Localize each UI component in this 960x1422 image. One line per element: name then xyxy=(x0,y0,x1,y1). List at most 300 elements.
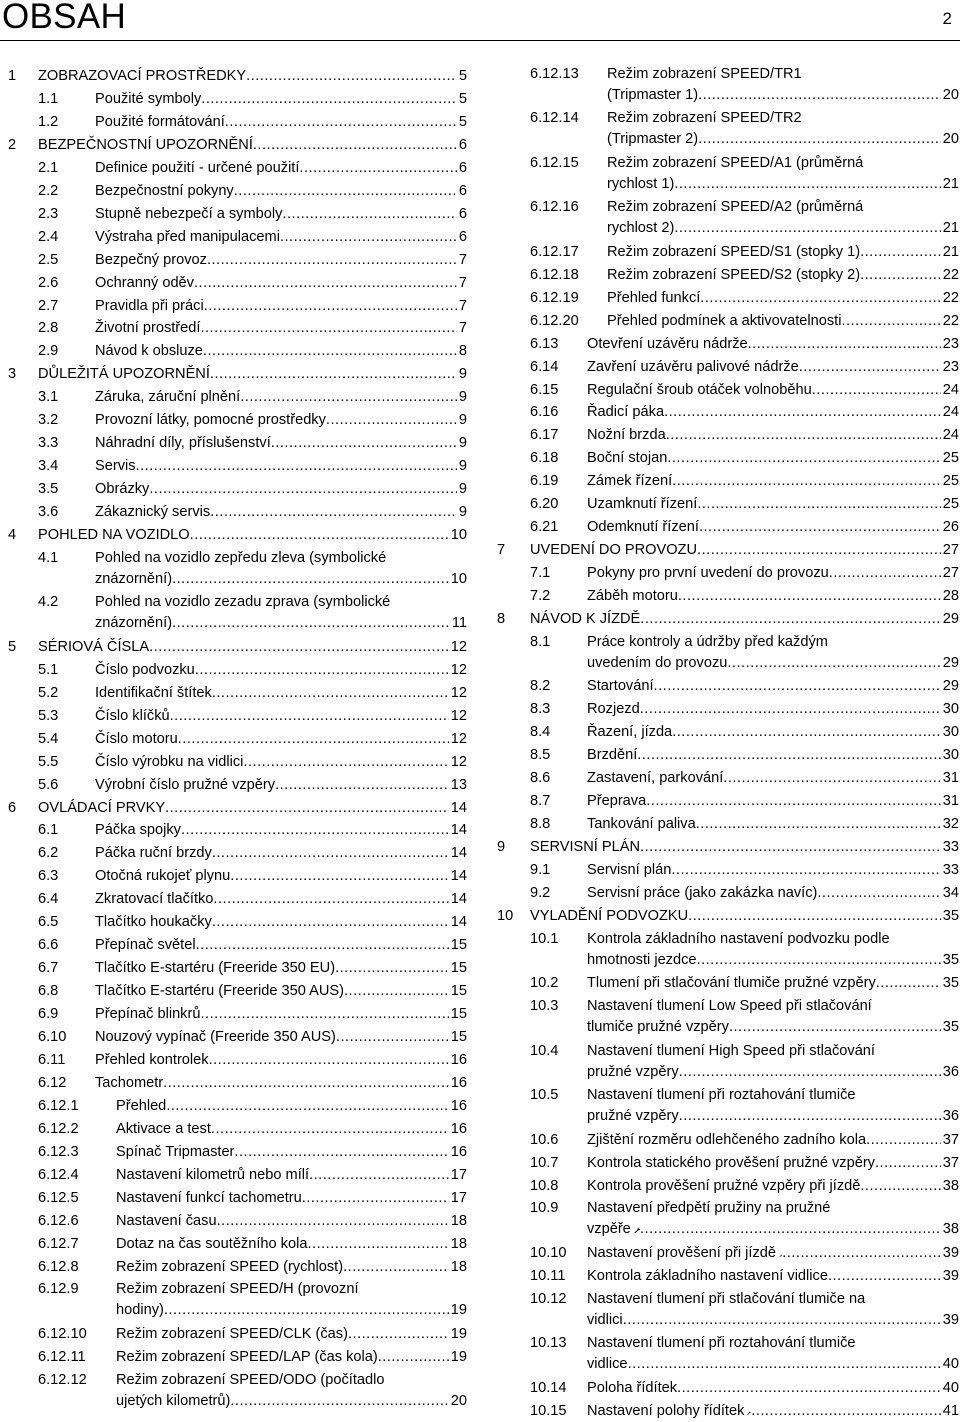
toc-leader-dots xyxy=(723,768,940,789)
toc-entry[interactable] xyxy=(0,981,468,1003)
toc-entry-number: 6.12.5 xyxy=(38,1189,79,1206)
toc-entry-title-line: Režim zobrazení SPEED/H (provozní xyxy=(116,1281,359,1298)
toc-leader-dots xyxy=(207,250,457,271)
toc-entry-number: 6.11 xyxy=(38,1051,66,1068)
toc-entry-title: Identifikační štítek xyxy=(95,684,212,701)
toc-entry-number: 8.1 xyxy=(530,633,551,650)
toc-entry[interactable] xyxy=(0,1004,468,1026)
toc-entry-page: 22 xyxy=(942,312,959,329)
toc-entry-title: OVLÁDACÍ PRVKY xyxy=(38,799,166,816)
toc-entry-title: Stupně nebezpečí a symboly xyxy=(95,205,283,222)
toc-entry[interactable] xyxy=(0,775,468,797)
toc-leader-dots xyxy=(212,843,449,864)
toc-entry-number: 10.5 xyxy=(530,1087,559,1104)
toc-entry[interactable] xyxy=(490,425,960,447)
toc-entry-page: 39 xyxy=(942,1267,959,1284)
toc-entry-page: 14 xyxy=(450,845,467,862)
toc-leader-dots xyxy=(253,135,457,156)
toc-entry-page: 29 xyxy=(942,654,959,671)
toc-entry[interactable] xyxy=(0,273,468,295)
toc-entry[interactable] xyxy=(0,592,468,635)
toc-leader-dots xyxy=(170,706,449,727)
toc-entry[interactable] xyxy=(0,637,468,659)
toc-entry-title: uvedením do provozu xyxy=(587,654,728,671)
toc-entry-page: 24 xyxy=(942,404,959,421)
toc-entry-number: 8 xyxy=(497,611,506,627)
toc-leader-dots xyxy=(149,637,449,658)
toc-entry-number: 1.1 xyxy=(38,90,59,107)
toc-entry-number: 8.5 xyxy=(530,747,551,764)
toc-entry[interactable] xyxy=(0,296,468,318)
toc-entry[interactable] xyxy=(0,456,468,478)
toc-entry-page: 21 xyxy=(942,220,959,237)
toc-entry[interactable] xyxy=(490,108,960,151)
toc-entry-title: pružné vzpěry xyxy=(587,1108,679,1125)
toc-entry[interactable] xyxy=(490,197,960,240)
toc-entry-number: 3.6 xyxy=(38,504,59,521)
toc-entry-title: Nožní brzda xyxy=(587,427,666,444)
toc-leader-dots xyxy=(302,1188,449,1209)
toc-entry-page: 15 xyxy=(450,1029,467,1045)
toc-leader-dots xyxy=(348,1324,449,1345)
toc-entry[interactable] xyxy=(0,318,468,340)
toc-entry-number: 6.12.6 xyxy=(38,1212,79,1229)
toc-entry-title-line: Nastavení tlumení při roztahování tlumiče xyxy=(587,1335,856,1352)
toc-leader-dots xyxy=(163,1073,449,1094)
toc-entry[interactable] xyxy=(0,1279,468,1322)
toc-entry-number: 8.8 xyxy=(530,816,551,833)
toc-entry-page: 6 xyxy=(458,182,467,199)
toc-leader-dots xyxy=(166,1096,448,1117)
toc-entry[interactable] xyxy=(490,996,960,1039)
toc-entry-title: Aktivace a test xyxy=(116,1120,211,1137)
toc-entry-page: 36 xyxy=(942,1108,959,1125)
toc-entry-number: 4.2 xyxy=(38,594,59,611)
toc-entry-number: 4 xyxy=(8,527,17,543)
toc-entry[interactable] xyxy=(490,494,960,516)
toc-leader-dots xyxy=(876,973,941,994)
toc-entry-page: 18 xyxy=(450,1258,467,1275)
toc-entry[interactable] xyxy=(0,410,468,432)
toc-entry[interactable] xyxy=(490,153,960,196)
toc-entry[interactable] xyxy=(490,265,960,287)
toc-entry[interactable] xyxy=(0,1096,468,1118)
toc-entry-title: Pokyny pro první uvedení do provozu xyxy=(587,565,829,582)
toc-entry-title: Tlačítko houkačky xyxy=(95,914,212,931)
toc-entry[interactable] xyxy=(0,433,468,455)
toc-leader-dots xyxy=(698,129,941,150)
toc-entry[interactable] xyxy=(0,729,468,751)
toc-entry-page: 38 xyxy=(942,1221,959,1238)
toc-leader-dots xyxy=(212,912,449,933)
toc-entry-title: Odemknutí řízení xyxy=(587,519,699,536)
toc-entry-page: 33 xyxy=(942,862,959,878)
toc-entry-page: 15 xyxy=(450,1006,467,1023)
toc-entry[interactable] xyxy=(490,380,960,402)
toc-entry-page: 19 xyxy=(450,1325,467,1342)
toc-entry[interactable] xyxy=(490,242,960,264)
toc-entry-number: 6.6 xyxy=(38,937,59,954)
toc-entry[interactable] xyxy=(0,866,468,888)
toc-entry-title: hmotnosti jezdce xyxy=(587,951,697,968)
toc-entry-number: 10.13 xyxy=(530,1335,567,1352)
toc-entry-title: Spínač Tripmaster xyxy=(116,1143,235,1160)
toc-entry-title: Nastavení prověšení při jízdě xyxy=(587,1244,777,1261)
toc-entry-title-line: Nastavení tlumení při stlačování tlumiče na xyxy=(587,1290,866,1307)
toc-entry[interactable] xyxy=(490,676,960,698)
toc-entry-page: 7 xyxy=(458,274,467,291)
toc-entry-number: 3.5 xyxy=(38,481,59,498)
toc-entry[interactable] xyxy=(490,357,960,379)
toc-entry-page: 24 xyxy=(942,427,959,444)
toc-entry-title: Číslo motoru xyxy=(95,730,178,747)
toc-entry[interactable] xyxy=(0,364,468,386)
toc-entry-page: 41 xyxy=(942,1402,959,1419)
toc-entry[interactable] xyxy=(490,699,960,721)
toc-entry[interactable] xyxy=(0,112,468,134)
toc-leader-dots xyxy=(812,380,941,401)
toc-entry[interactable] xyxy=(490,1085,960,1128)
toc-leader-dots xyxy=(271,433,457,454)
toc-entry[interactable] xyxy=(490,1198,960,1241)
toc-entry-title: Bezpečný provoz xyxy=(95,251,207,268)
toc-entry-title: Životní prostředí xyxy=(95,320,201,337)
toc-entry[interactable] xyxy=(490,883,960,905)
toc-entry-number: 6.12.9 xyxy=(38,1281,79,1298)
toc-entry[interactable] xyxy=(490,1401,960,1422)
toc-entry-page: 33 xyxy=(942,839,959,856)
toc-entry[interactable] xyxy=(0,1347,468,1369)
toc-entry[interactable] xyxy=(0,89,468,111)
toc-entry-page: 22 xyxy=(942,266,959,283)
toc-entry[interactable] xyxy=(490,1333,960,1376)
toc-entry[interactable] xyxy=(0,1142,468,1164)
toc-entry[interactable] xyxy=(490,471,960,493)
toc-entry-page: 23 xyxy=(942,335,959,352)
toc-entry[interactable] xyxy=(490,448,960,470)
toc-entry-title: Regulační šroub otáček volnoběhu xyxy=(587,381,812,398)
toc-entry[interactable] xyxy=(0,1119,468,1141)
toc-entry[interactable] xyxy=(490,1041,960,1084)
toc-entry-page: 31 xyxy=(942,793,959,810)
toc-entry-number: 6.12.10 xyxy=(38,1325,87,1342)
toc-entry-page: 18 xyxy=(450,1235,467,1252)
toc-entry-number: 5.3 xyxy=(38,707,59,724)
toc-entry-title: Zákaznický servis xyxy=(95,504,211,521)
toc-entry-number: 6.19 xyxy=(530,473,559,490)
toc-entry[interactable] xyxy=(490,1153,960,1175)
toc-entry-title-line: Práce kontroly a údržby před každým xyxy=(587,633,828,650)
toc-entry-page: 21 xyxy=(942,243,959,260)
toc-entry-number: 2.6 xyxy=(38,274,59,291)
toc-entry-page: 26 xyxy=(942,519,959,536)
toc-entry-number: 2.4 xyxy=(38,228,59,245)
toc-leader-dots xyxy=(697,494,940,515)
toc-entry[interactable] xyxy=(490,1289,960,1332)
toc-leader-dots xyxy=(679,1106,941,1127)
toc-entry-page: 17 xyxy=(450,1166,467,1183)
toc-entry-title: hodiny) xyxy=(116,1302,164,1319)
toc-leader-dots xyxy=(672,471,941,492)
toc-entry-page: 9 xyxy=(458,504,467,521)
toc-entry[interactable] xyxy=(490,288,960,310)
toc-entry-title: Uzamknutí řízení xyxy=(587,496,698,513)
toc-entry-page: 20 xyxy=(942,87,959,103)
toc-entry-page: 34 xyxy=(942,884,959,901)
toc-entry-page: 10 xyxy=(450,570,467,587)
toc-entry-title: Pravidla při práci xyxy=(95,297,204,314)
toc-leader-dots xyxy=(194,273,457,294)
toc-entry-number: 6.12.19 xyxy=(530,289,579,306)
toc-entry[interactable] xyxy=(490,768,960,790)
toc-entry[interactable] xyxy=(490,609,960,631)
toc-leader-dots xyxy=(623,1310,941,1331)
toc-entry-page: 40 xyxy=(942,1379,959,1396)
toc-entry-page: 12 xyxy=(450,707,467,724)
toc-entry-title: Tlačítko E-startéru (Freeride 350 AUS) xyxy=(95,983,344,1000)
toc-leader-dots xyxy=(181,820,449,841)
toc-entry-page: 16 xyxy=(450,1097,467,1114)
toc-entry-title: VYLADĚNÍ PODVOZKU xyxy=(530,907,689,924)
toc-entry-title: POHLED NA VOZIDLO xyxy=(38,527,190,543)
toc-entry-page: 12 xyxy=(450,684,467,701)
toc-entry[interactable] xyxy=(0,548,468,591)
toc-entry-title: SÉRIOVÁ ČÍSLA xyxy=(38,638,150,655)
toc-entry-number: 10.2 xyxy=(530,975,559,992)
toc-entry[interactable] xyxy=(0,227,468,249)
toc-leader-dots xyxy=(196,935,449,956)
toc-entry[interactable] xyxy=(490,540,960,562)
toc-entry-page: 20 xyxy=(450,1392,467,1409)
toc-entry-title: Zavření uzávěru palivové nádrže xyxy=(587,358,799,375)
toc-entry-title: Tlumení při stlačování tlumiče pružné vzpěry xyxy=(587,975,876,992)
toc-leader-dots xyxy=(674,218,940,239)
toc-entry-page: 15 xyxy=(450,983,467,1000)
toc-leader-dots xyxy=(666,425,941,446)
toc-leader-dots xyxy=(640,1219,941,1240)
toc-entry[interactable] xyxy=(0,250,468,272)
toc-entry-page: 8 xyxy=(458,343,467,360)
toc-leader-dots xyxy=(343,1257,449,1278)
toc-leader-dots xyxy=(230,1391,448,1412)
toc-entry-page: 37 xyxy=(942,1154,959,1171)
toc-entry-title: Ochranný oděv xyxy=(95,274,194,291)
toc-entry-title: Nastavení kilometrů nebo mílí xyxy=(116,1166,310,1183)
toc-entry-number: 1 xyxy=(8,68,17,84)
toc-entry[interactable] xyxy=(0,341,468,363)
toc-entry[interactable] xyxy=(490,906,960,928)
toc-leader-dots xyxy=(628,1354,941,1375)
toc-entry[interactable] xyxy=(0,1257,468,1279)
toc-entry-number: 10.7 xyxy=(530,1154,559,1171)
toc-entry-page: 35 xyxy=(942,975,959,992)
toc-entry[interactable] xyxy=(0,387,468,409)
toc-entry[interactable] xyxy=(0,1073,468,1095)
toc-entry[interactable] xyxy=(490,517,960,539)
toc-entry[interactable] xyxy=(0,181,468,203)
toc-entry[interactable] xyxy=(0,660,468,682)
toc-entry-number: 6.12.15 xyxy=(530,154,579,171)
toc-entry-title: Kontrola statického prověšení pružné vzpěry xyxy=(587,1154,875,1171)
toc-entry-page: 15 xyxy=(450,960,467,977)
toc-entry[interactable] xyxy=(490,745,960,767)
toc-entry-page: 27 xyxy=(942,565,959,582)
toc-entry[interactable] xyxy=(490,1378,960,1400)
toc-entry[interactable] xyxy=(490,722,960,744)
toc-entry[interactable] xyxy=(490,586,960,608)
toc-entry-page: 9 xyxy=(458,366,467,383)
toc-entry[interactable] xyxy=(0,843,468,865)
toc-leader-dots xyxy=(178,729,449,750)
toc-entry[interactable] xyxy=(0,66,468,88)
toc-entry[interactable] xyxy=(0,525,468,547)
toc-entry-title: Nastavení času xyxy=(116,1212,217,1229)
toc-entry-title: NÁVOD K JÍZDĚ xyxy=(530,611,641,627)
toc-leader-dots xyxy=(164,1300,449,1321)
toc-entry-title: (Tripmaster 1) xyxy=(607,87,699,103)
toc-entry-number: 5.5 xyxy=(38,753,59,770)
toc-entry-title: Otočná rukojeť plynu xyxy=(95,868,231,885)
toc-entry-title-line: Režim zobrazení SPEED/A2 (průměrná xyxy=(607,199,864,216)
toc-entry[interactable] xyxy=(490,563,960,585)
toc-entry-page: 5 xyxy=(458,90,467,107)
toc-entry-title: vzpěře xyxy=(587,1221,631,1238)
toc-entry[interactable] xyxy=(0,1027,468,1049)
toc-entry[interactable] xyxy=(490,632,960,675)
toc-entry[interactable] xyxy=(0,1234,468,1256)
toc-entry[interactable] xyxy=(490,1130,960,1152)
toc-entry[interactable] xyxy=(0,204,468,226)
toc-entry-number: 8.6 xyxy=(530,770,551,787)
toc-entry-title: Zámek řízení xyxy=(587,473,673,490)
toc-entry[interactable] xyxy=(490,973,960,995)
toc-entry-page: 6 xyxy=(458,159,467,176)
toc-entry-number: 10.11 xyxy=(530,1267,566,1284)
toc-entry[interactable] xyxy=(0,1188,468,1210)
toc-entry[interactable] xyxy=(490,311,960,333)
page-number: 2 xyxy=(942,9,952,28)
toc-entry[interactable] xyxy=(490,929,960,972)
toc-leader-dots xyxy=(860,1176,940,1197)
toc-leader-dots xyxy=(165,798,449,819)
toc-leader-dots xyxy=(240,387,457,408)
toc-entry[interactable] xyxy=(0,798,468,820)
toc-leader-dots xyxy=(234,181,457,202)
toc-entry[interactable] xyxy=(490,860,960,882)
toc-entry-title: ujetých kilometrů) xyxy=(116,1392,231,1409)
toc-leader-dots xyxy=(697,540,941,561)
toc-leader-dots xyxy=(211,1119,449,1140)
toc-entry[interactable] xyxy=(490,814,960,836)
toc-leader-dots xyxy=(217,1211,449,1232)
toc-entry[interactable] xyxy=(0,502,468,524)
toc-entry[interactable] xyxy=(490,837,960,859)
toc-entry[interactable] xyxy=(490,1243,960,1265)
toc-entry[interactable] xyxy=(0,1370,468,1413)
toc-entry[interactable] xyxy=(490,1266,960,1288)
toc-entry[interactable] xyxy=(0,683,468,705)
toc-entry-title: Přehled xyxy=(116,1097,167,1114)
toc-entry[interactable] xyxy=(0,958,468,980)
toc-entry[interactable] xyxy=(490,791,960,813)
toc-entry-title: Servis xyxy=(95,458,136,475)
toc-leader-dots xyxy=(200,318,456,339)
toc-leader-dots xyxy=(210,364,457,385)
toc-entry[interactable] xyxy=(0,820,468,842)
toc-entry-number: 6.12.18 xyxy=(530,266,579,283)
toc-entry-title: Řazení, jízda xyxy=(587,724,673,741)
toc-leader-dots xyxy=(699,517,941,538)
toc-entry[interactable] xyxy=(0,935,468,957)
toc-entry[interactable] xyxy=(0,706,468,728)
toc-leader-dots xyxy=(817,883,940,904)
toc-entry-number: 10.12 xyxy=(530,1290,567,1307)
toc-leader-dots xyxy=(336,1027,449,1048)
toc-entry-page: 14 xyxy=(450,799,467,816)
toc-entry-title-line: Nastavení tlumení High Speed při stlačování xyxy=(587,1042,875,1059)
toc-entry[interactable] xyxy=(0,752,468,774)
toc-entry-number: 7 xyxy=(497,542,506,559)
toc-entry[interactable] xyxy=(490,402,960,424)
page-header xyxy=(0,0,960,40)
toc-leader-dots xyxy=(243,752,448,773)
toc-entry-number: 5.2 xyxy=(38,684,59,701)
toc-entry-title: Zjištění rozměru odlehčeného zadního kola xyxy=(587,1131,867,1148)
toc-entry[interactable] xyxy=(490,1176,960,1198)
toc-entry[interactable] xyxy=(0,912,468,934)
toc-entry-number: 7.1 xyxy=(530,565,551,582)
toc-entry[interactable] xyxy=(490,64,960,107)
toc-entry[interactable] xyxy=(0,479,468,501)
toc-entry[interactable] xyxy=(0,135,468,157)
toc-entry[interactable] xyxy=(0,1165,468,1187)
toc-entry-number: 10.1 xyxy=(530,930,559,947)
toc-entry-title: DŮLEŽITÁ UPOZORNĚNÍ xyxy=(38,366,210,383)
toc-leader-dots xyxy=(195,660,449,681)
toc-leader-dots xyxy=(335,958,449,979)
toc-entry-number: 6.12.1 xyxy=(38,1097,79,1114)
toc-entry-number: 6.12.4 xyxy=(38,1166,79,1183)
toc-entry-title: Dotaz na čas soutěžního kola xyxy=(116,1235,308,1252)
toc-entry-page: 16 xyxy=(450,1120,467,1137)
toc-entry[interactable] xyxy=(0,158,468,180)
toc-entry-page: 25 xyxy=(942,496,959,513)
toc-entry[interactable] xyxy=(0,889,468,911)
toc-entry-page: 7 xyxy=(458,297,467,314)
toc-entry-number: 6.4 xyxy=(38,891,59,908)
toc-entry-page: 19 xyxy=(450,1348,467,1365)
toc-entry-title: Výrobní číslo pružné vzpěry xyxy=(95,776,276,793)
toc-leader-dots xyxy=(234,1142,448,1163)
toc-entry-title: Nouzový vypínač (Freeride 350 AUS) xyxy=(95,1029,336,1045)
toc-entry-number: 6.8 xyxy=(38,983,59,1000)
toc-entry-number: 8.2 xyxy=(530,678,551,695)
toc-entry-page: 20 xyxy=(942,131,959,148)
toc-leader-dots xyxy=(149,479,457,500)
toc-leader-dots xyxy=(212,683,449,704)
toc-entry[interactable] xyxy=(0,1050,468,1072)
toc-entry[interactable] xyxy=(0,1211,468,1233)
toc-entry-page: 22 xyxy=(942,289,959,306)
toc-entry-title: Definice použití - určené použití xyxy=(95,159,300,176)
toc-leader-dots xyxy=(225,112,457,133)
toc-entry[interactable] xyxy=(490,334,960,356)
toc-entry-number: 5.4 xyxy=(38,730,59,747)
toc-entry-number: 8.7 xyxy=(530,793,551,810)
toc-entry-title: Přehled funkcí xyxy=(607,289,701,306)
toc-entry-number: 6.17 xyxy=(530,427,559,444)
toc-entry[interactable] xyxy=(0,1324,468,1346)
